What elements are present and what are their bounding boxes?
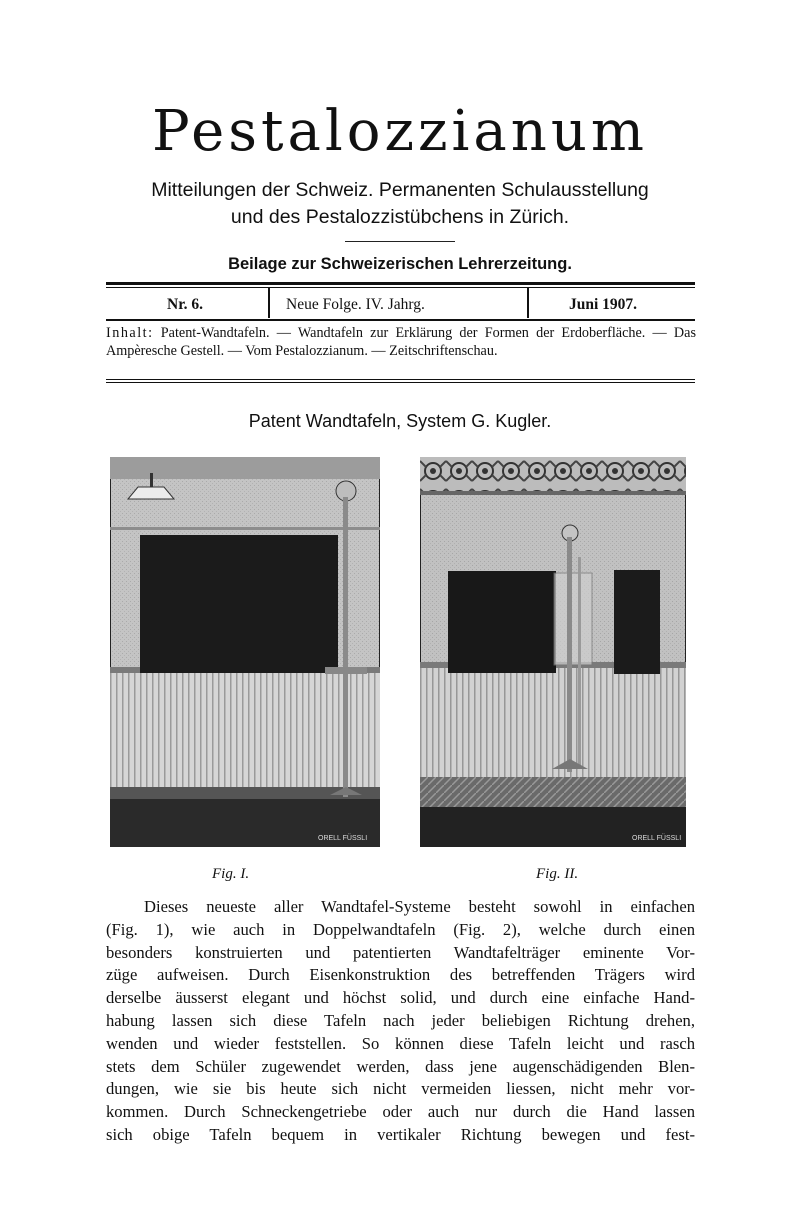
figure-2-photo xyxy=(420,457,686,847)
body-line: sich obige Tafeln bequem in vertikaler Richtung bewegen und fest- xyxy=(106,1124,695,1144)
top-double-rule-thin xyxy=(106,287,695,288)
figure-2-caption: Fig. II. xyxy=(536,866,579,882)
figure-1-caption: Fig. I. xyxy=(212,866,250,882)
issue-divider-1 xyxy=(268,288,270,318)
issue-number: Nr. 6. xyxy=(167,296,204,313)
body-line: züge aufweisen. Durch Eisenkonstruktion des betreffenden Trägers wird xyxy=(106,965,695,985)
supplement-line: Beilage zur Schweizerischen Lehrerzeitung. xyxy=(228,255,572,273)
issue-date: Juni 1907. xyxy=(569,296,638,313)
top-double-rule xyxy=(106,282,695,285)
contents-double-rule xyxy=(106,379,695,380)
body-line: kommen. Durch Schneckengetriebe oder auch nur durch die Hand lassen xyxy=(106,1102,695,1122)
figure-1-imprint: ORELL FÜSSLI xyxy=(318,835,368,842)
body-line: habung lassen sich diese Tafeln nach jeder beliebigen Richtung drehen, xyxy=(106,1010,695,1030)
article-body xyxy=(106,896,695,1147)
body-line: wenden und wieder feststellen. So können diese Tafeln leicht und rasch xyxy=(106,1033,695,1053)
masthead-subtitle-line1: Mitteilungen der Schweiz. Permanenten Schulausstellung xyxy=(151,179,649,201)
body-line: stets dem Schüler zugewendet werden, dass jene augenschädigenden Blen- xyxy=(106,1056,695,1076)
table-of-contents xyxy=(106,324,696,360)
short-divider xyxy=(345,241,455,242)
body-line: (Fig. 1), wie auch in Doppelwandtafeln (Fig. 2), welche durch einen xyxy=(106,919,695,939)
body-line: Dieses neueste aller Wandtafel-Systeme besteht sowohl in einfachen xyxy=(144,897,695,916)
article-heading: Patent Wandtafeln, System G. Kugler. xyxy=(248,411,552,431)
contents-label: Inhalt: xyxy=(106,325,154,341)
contents-text: Patent-Wandtafeln. — Wandtafeln zur Erklärung der Formen der Erdoberfläche. — Das Ampèresche Gestell. — Vom Pestalozzianum. — Zeitschriftenschau. xyxy=(106,325,696,359)
masthead-title: Pestalozzianum xyxy=(151,99,649,164)
figure-2-imprint: ORELL FÜSSLI xyxy=(632,835,682,842)
body-line: derselbe äusserst elegant und höchst solid, und durch eine einfache Hand- xyxy=(106,988,695,1008)
issue-underline xyxy=(106,319,695,321)
masthead-subtitle-line2: und des Pestalozzistübchens in Zürich. xyxy=(230,206,570,228)
issue-divider-2 xyxy=(527,288,529,318)
body-line: besonders konstruierten und patentierten Wandtafelträger eminente Vor- xyxy=(106,942,695,962)
body-line: dungen, wie sie bis heute sich nicht vermeiden liessen, nicht mehr vor- xyxy=(106,1079,695,1099)
issue-series: Neue Folge. IV. Jahrg. xyxy=(286,296,425,313)
contents-double-rule-2 xyxy=(106,382,695,383)
figure-1-photo xyxy=(110,457,380,847)
